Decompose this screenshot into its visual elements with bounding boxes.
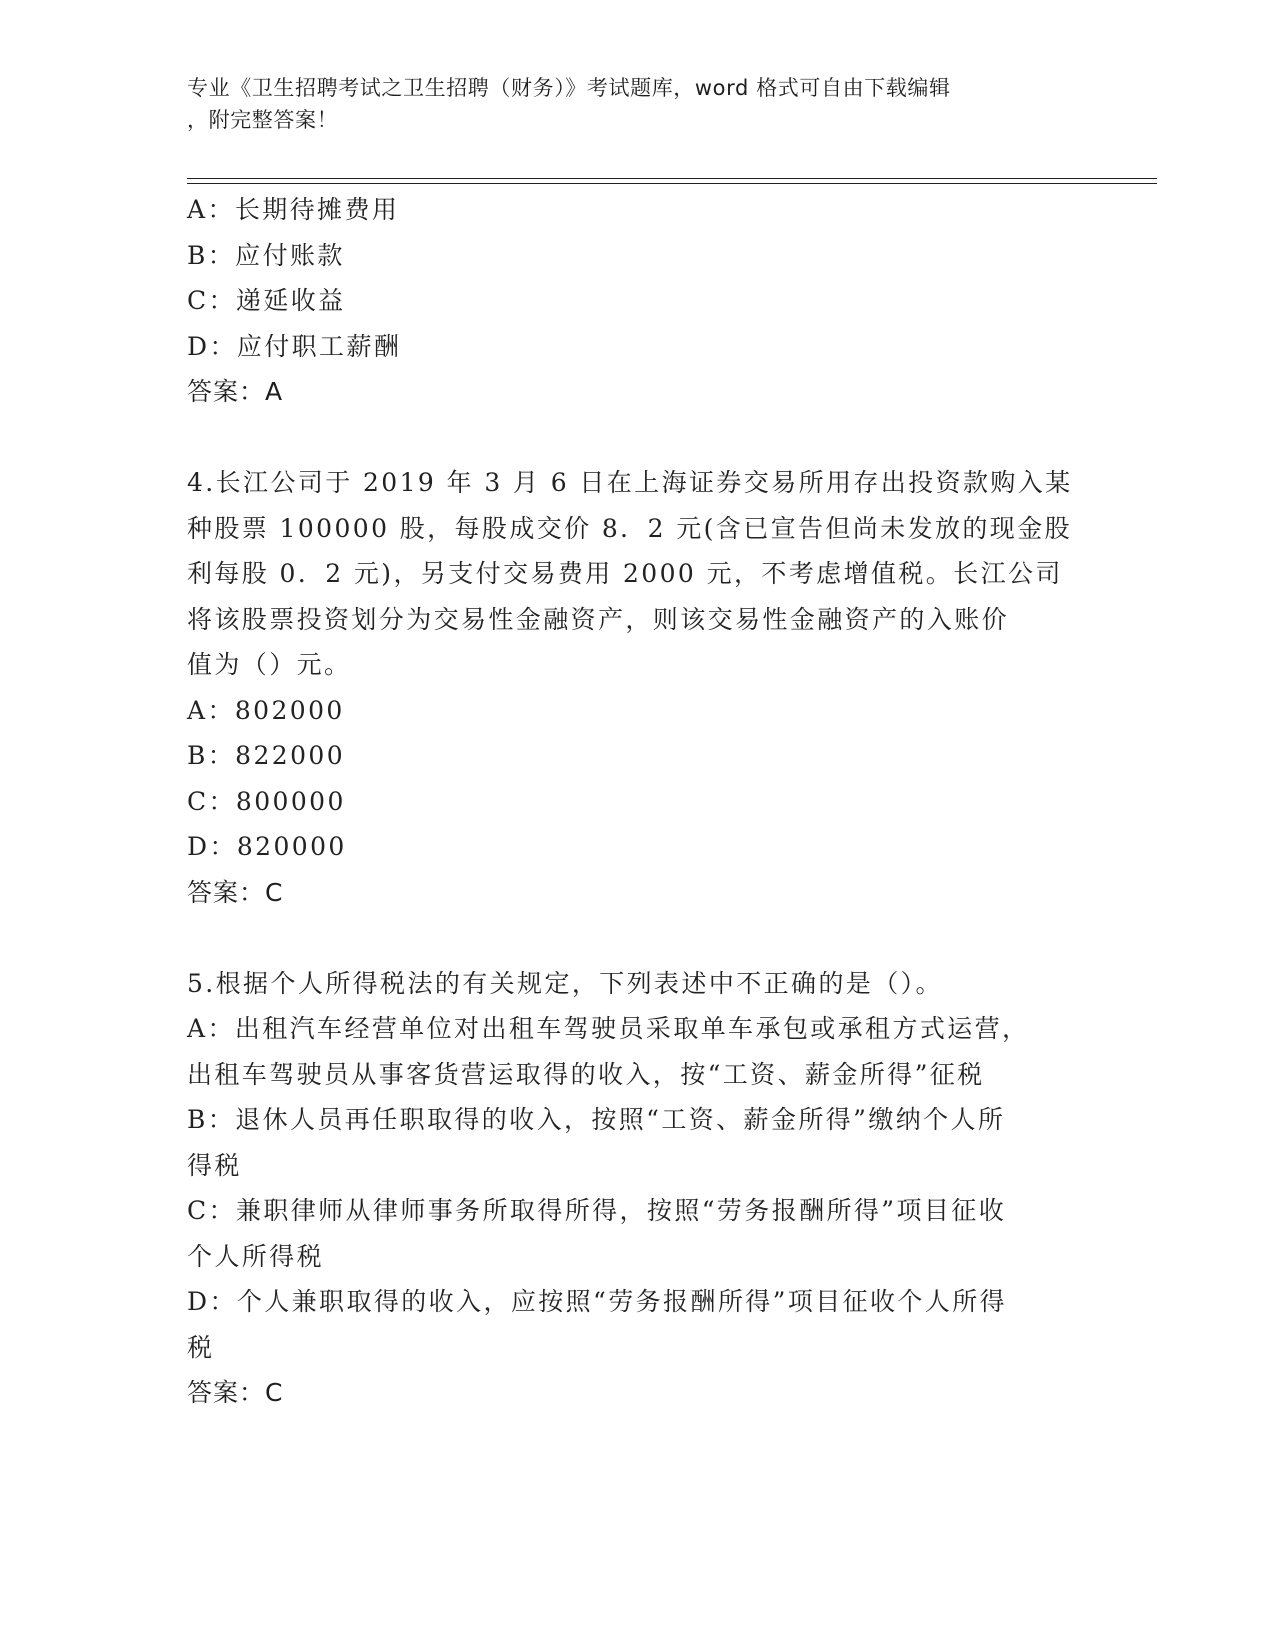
q5-option-b-line: B：退休人员再任职取得的收入，按照“工资、薪金所得”缴纳个人所 bbox=[187, 1105, 1006, 1134]
q3-option-d: D：应付职工薪酬 bbox=[187, 331, 402, 361]
q4-option-b: B：822000 bbox=[187, 741, 346, 770]
q4-stem-line: 利每股 0．2 元)，另支付交易费用 2000 元，不考虑增值税。长江公司 bbox=[187, 559, 1063, 588]
page-header bbox=[187, 72, 1067, 136]
q5-option-a-line: 出租车驾驶员从事客货营运取得的收入，按“工资、薪金所得”征税 bbox=[187, 1059, 985, 1089]
q5-option-c-line: C：兼职律师从律师事务所取得所得，按照“劳务报酬所得”项目征收 bbox=[187, 1196, 1007, 1225]
q5-answer: 答案：C bbox=[187, 1378, 284, 1407]
q4-stem-line: 种股票 100000 股，每股成交价 8．2 元(含已宣告但尚未发放的现金股 bbox=[187, 513, 1072, 543]
question-3-options bbox=[187, 187, 1067, 415]
q4-answer: 答案：C bbox=[187, 877, 284, 907]
q3-option-a: A：长期待摊费用 bbox=[187, 195, 400, 224]
q5-option-a-line: A：出租汽车经营单位对出租车驾驶员采取单车承包或承租方式运营， bbox=[187, 1014, 1030, 1043]
header-line-2: ，附完整答案！ bbox=[187, 108, 339, 132]
q4-stem-line: 将该股票投资划分为交易性金融资产，则该交易性金融资产的入账价 bbox=[187, 604, 1010, 634]
q3-option-c: C：递延收益 bbox=[187, 286, 346, 315]
q5-stem-line: 5.根据个人所得税法的有关规定，下列表述中不正确的是（）。 bbox=[187, 968, 943, 998]
question-5 bbox=[187, 961, 1067, 1416]
q3-answer: 答案：A bbox=[187, 377, 284, 406]
q4-option-a: A：802000 bbox=[187, 695, 345, 725]
q3-option-b: B：应付账款 bbox=[187, 240, 345, 270]
question-4 bbox=[187, 460, 1073, 915]
q4-option-d: D：820000 bbox=[187, 832, 347, 861]
q4-stem-line: 4.长江公司于 2019 年 3 月 6 日在上海证券交易所用存出投资款购入某 bbox=[187, 468, 1073, 497]
header-line-1: 专业《卫生招聘考试之卫生招聘（财务）》考试题库，word 格式可自由下载编辑 bbox=[187, 76, 951, 100]
q5-option-c-line: 个人所得税 bbox=[187, 1241, 325, 1271]
q5-option-d-line: 税 bbox=[187, 1332, 215, 1362]
q4-option-c: C：800000 bbox=[187, 786, 346, 816]
spacer bbox=[187, 415, 1067, 461]
q5-option-d-line: D：个人兼职取得的收入，应按照“劳务报酬所得”项目征收个人所得 bbox=[187, 1287, 1008, 1316]
question-content bbox=[187, 187, 1073, 1416]
q4-stem-line: 值为（）元。 bbox=[187, 650, 352, 679]
spacer bbox=[187, 915, 1067, 961]
header-divider bbox=[187, 178, 1157, 184]
q5-option-b-line: 得税 bbox=[187, 1150, 242, 1180]
